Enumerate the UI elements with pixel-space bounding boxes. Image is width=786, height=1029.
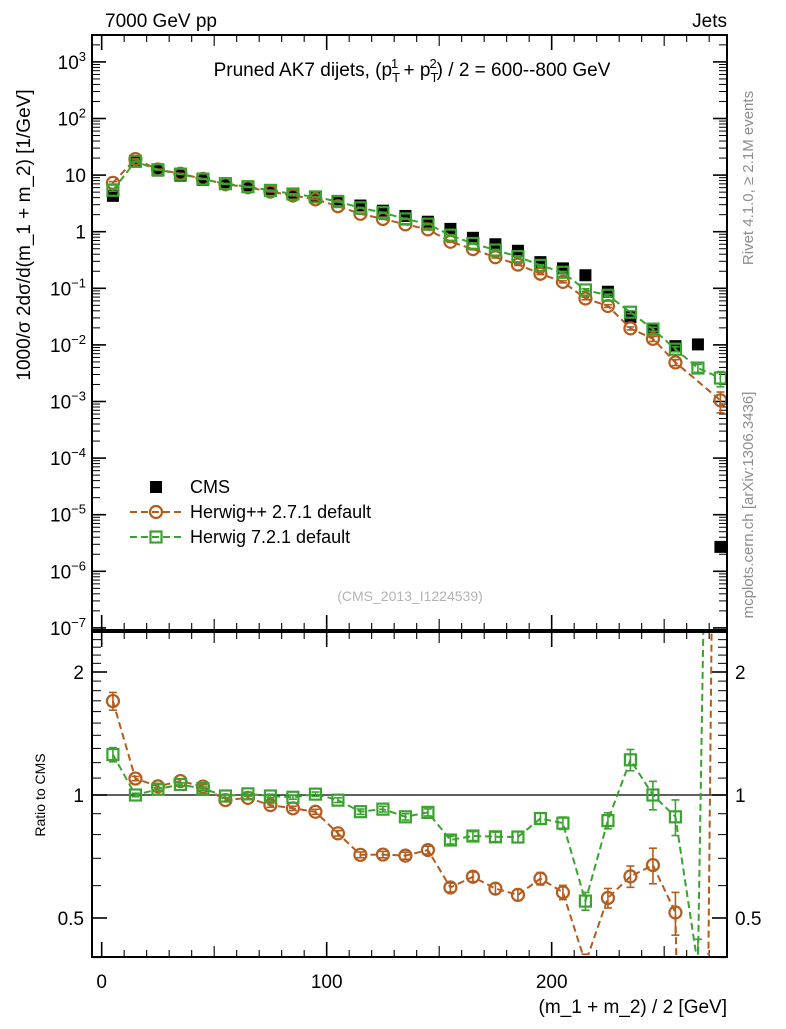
x-tick-label: 100 <box>310 972 343 993</box>
rivet-version-note: Rivet 4.1.0, ≥ 2.1M events <box>740 90 757 266</box>
header-beam-label: 7000 GeV pp <box>105 11 217 32</box>
ratio-series-layer <box>92 0 727 1024</box>
main-y-tick-label: $10^{-3}$ <box>50 388 86 414</box>
main-series-herwigpp <box>107 153 727 413</box>
main-y-tick-label: $10^{-7}$ <box>50 614 86 640</box>
ratio-y-tick-label: 0.5 <box>57 909 84 931</box>
x-tick-label: 200 <box>535 972 568 993</box>
main-y-tick-label: 1 <box>75 222 86 244</box>
axis-ticks <box>93 36 726 958</box>
analysis-id-watermark: (CMS_2013_I1224539) <box>337 588 483 604</box>
main-y-tick-label: $10^{-2}$ <box>50 331 86 357</box>
mcplots-arxiv-note: mcplots.cern.ch [arXiv:1306.3436] <box>740 391 757 619</box>
x-tick-labels <box>96 972 567 993</box>
main-series-herwig7 <box>107 156 726 387</box>
ratio-y-tick-label: 1 <box>73 786 84 807</box>
legend-item <box>150 477 230 497</box>
legend-label: CMS <box>190 477 230 497</box>
ratio-y-tick-label-right: 1 <box>735 786 746 807</box>
legend-label: Herwig 7.2.1 default <box>190 527 351 547</box>
ratio-y-tick-label: 2 <box>73 662 84 684</box>
main-y-axis-title: 1000/σ 2dσ/d(m_1 + m_2) [1/GeV] <box>14 89 35 381</box>
main-y-tick-label: $10^{-5}$ <box>50 501 86 527</box>
ratio-y-tick-label-right: 0.5 <box>735 909 762 931</box>
legend-item <box>130 502 371 522</box>
legend-item <box>130 527 350 547</box>
main-y-tick-label: $10^{-1}$ <box>50 275 86 301</box>
main-y-tick-label: $10^{-4}$ <box>50 445 86 471</box>
legend-label: Herwig++ 2.7.1 default <box>190 502 372 522</box>
main-y-tick-label: $10^{-6}$ <box>50 558 86 584</box>
main-y-tick-label: $10^2$ <box>57 105 86 131</box>
ratio-series-herwig7 <box>107 0 726 997</box>
legend <box>130 477 371 547</box>
main-title: Pruned AK7 dijets, $(p_T1 + p_T2) / 2 = 600--800$ GeV <box>213 56 611 85</box>
main-panel-frame <box>92 35 727 630</box>
ratio-y-tick-labels <box>58 663 762 930</box>
ratio-y-tick-label-right: 2 <box>735 662 746 684</box>
x-axis-title: (m_1 + m_2) / 2 [GeV] <box>538 997 727 1018</box>
ratio-y-axis-title: Ratio to CMS <box>32 753 48 837</box>
x-tick-label: 0 <box>96 972 107 993</box>
main-y-tick-label: 10 <box>64 166 86 188</box>
main-y-tick-labels <box>50 49 86 640</box>
header-analysis-label: Jets <box>692 11 727 32</box>
main-y-tick-label: $10^3$ <box>57 48 86 74</box>
